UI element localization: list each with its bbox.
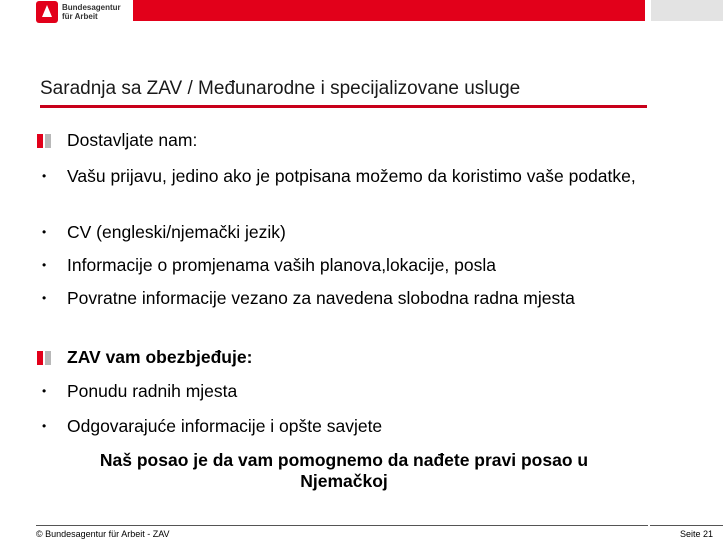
list-item: • Povratne informacije vezano za navedena slobodna radna mjesta bbox=[42, 288, 575, 308]
page-number: Seite 21 bbox=[679, 529, 713, 539]
title-underline bbox=[40, 105, 647, 108]
bullet-icon: • bbox=[42, 225, 47, 239]
bullet-icon: • bbox=[42, 258, 47, 272]
bullet-icon: • bbox=[42, 291, 47, 305]
agency-logo-icon bbox=[36, 1, 58, 23]
list-item: • Ponudu radnih mjesta bbox=[42, 381, 238, 401]
section-heading-provides: ZAV vam obezbjeđuje: bbox=[37, 347, 252, 368]
list-item: • Informacije o promjenama vaših planova,lokacije, posla bbox=[42, 255, 496, 275]
section-marker-icon bbox=[37, 351, 51, 365]
header-grey-bar bbox=[651, 0, 723, 21]
bullet-icon: • bbox=[42, 169, 47, 183]
list-item: • CV (engleski/njemački jezik) bbox=[42, 222, 286, 242]
bullet-icon: • bbox=[42, 384, 47, 398]
agency-logo-text: Bundesagentur für Arbeit bbox=[62, 3, 121, 21]
closing-note: Naš posao je da vam pomognemo da nađete pravi posao u Njemačkoj bbox=[99, 450, 589, 491]
header-red-bar bbox=[133, 0, 645, 21]
list-item: • Vašu prijavu, jedino ako je potpisana možemo da koristimo vaše podatke, bbox=[42, 166, 636, 186]
section-marker-icon bbox=[37, 134, 51, 148]
footer-divider bbox=[650, 525, 723, 526]
footer-copyright: © Bundesagentur für Arbeit - ZAV bbox=[36, 529, 170, 539]
slide-title: Saradnja sa ZAV / Međunarodne i specijalizovane usluge bbox=[40, 78, 521, 99]
bullet-icon: • bbox=[42, 419, 47, 433]
agency-logo bbox=[36, 1, 121, 23]
list-item: • Odgovarajuće informacije i opšte savjete bbox=[42, 416, 383, 436]
footer-divider bbox=[36, 525, 648, 526]
section-heading-provide: Dostavljate nam : bbox=[37, 130, 197, 151]
